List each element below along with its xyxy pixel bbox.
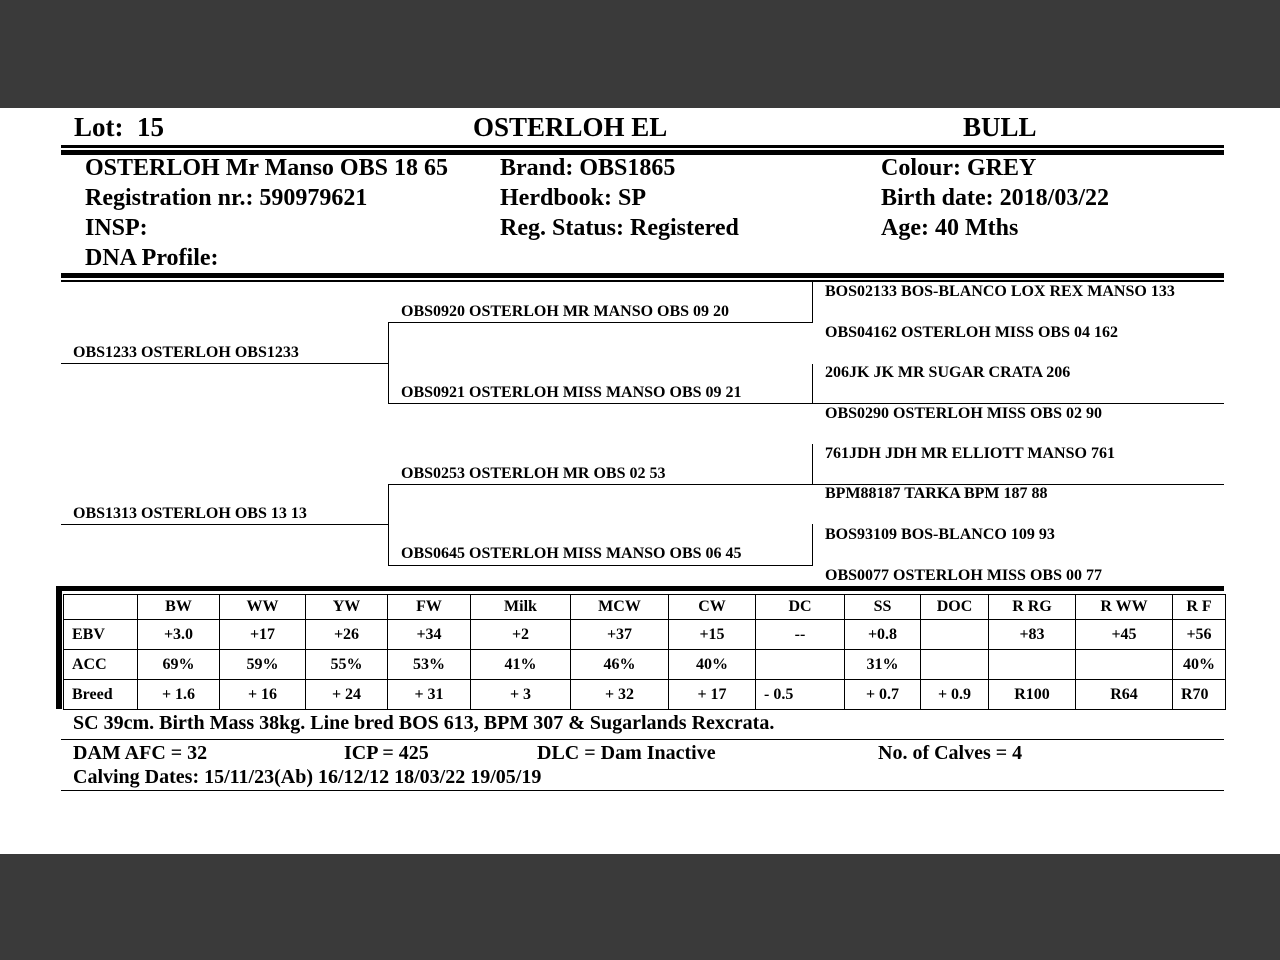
ebv-col-header: DOC — [921, 595, 989, 620]
ebv-cell: +83 — [989, 620, 1076, 650]
pedigree-gg-3: 206JK JK MR SUGAR CRATA 206 — [825, 364, 1071, 381]
notes-rule — [61, 739, 1224, 740]
ebv-row-label: Breed — [64, 680, 138, 710]
ebv-col-header: R WW — [1076, 595, 1173, 620]
lot-number: 15 — [137, 112, 164, 142]
header-rule-thin — [61, 145, 1224, 148]
animal-name: OSTERLOH Mr Manso OBS 18 65 — [85, 155, 448, 181]
ebv-cell: - 0.5 — [756, 680, 845, 710]
ebv-cell: 41% — [471, 650, 571, 680]
ebv-cell: 40% — [669, 650, 756, 680]
ebv-cell: + 3 — [471, 680, 571, 710]
ebv-cell — [756, 650, 845, 680]
bracket-gg3-v — [812, 364, 813, 404]
ebv-cell: R64 — [1076, 680, 1173, 710]
notes-line: SC 39cm. Birth Mass 38kg. Line bred BOS 613, BPM 307 & Sugarlands Rexcrata. — [73, 712, 775, 734]
ebv-cell: +3.0 — [138, 620, 220, 650]
ebv-cell: +56 — [1173, 620, 1226, 650]
birth-date-field: Birth date: 2018/03/22 — [881, 185, 1109, 211]
ebv-cell: 46% — [571, 650, 669, 680]
ebv-cell: +37 — [571, 620, 669, 650]
ebv-cell: +17 — [220, 620, 306, 650]
ebv-cell — [1076, 650, 1173, 680]
ebv-col-header: DC — [756, 595, 845, 620]
animal-type: BULL — [963, 112, 1037, 142]
ebv-cell: R70 — [1173, 680, 1226, 710]
bracket-gg-mid2 — [812, 484, 1224, 485]
lot-card — [0, 108, 1280, 854]
ebv-col-header: SS — [845, 595, 921, 620]
age-field: Age: 40 Mths — [881, 215, 1019, 241]
dam-afc: DAM AFC = 32 — [73, 742, 208, 764]
pedigree-dam-dam: OBS0645 OSTERLOH MISS MANSO OBS 06 45 — [401, 545, 742, 562]
dna-profile-field: DNA Profile: — [85, 245, 219, 271]
bracket-gg-mid1 — [812, 403, 1224, 404]
dam-dlc: DLC = Dam Inactive — [537, 742, 716, 764]
ebv-col-header: CW — [669, 595, 756, 620]
ebv-col-header: R F — [1173, 595, 1226, 620]
ebv-col-header: WW — [220, 595, 306, 620]
ebv-cell: +34 — [388, 620, 471, 650]
table-rule-left — [56, 586, 62, 709]
bracket-dd-h — [388, 565, 812, 566]
bottom-rule — [61, 790, 1224, 791]
ebv-cell — [921, 650, 989, 680]
ebv-col-header: YW — [306, 595, 388, 620]
registration-number: Registration nr.: 590979621 — [85, 185, 368, 211]
ebv-cell: +15 — [669, 620, 756, 650]
ebv-row-breed — [64, 680, 1226, 710]
bracket-sire-v — [388, 322, 389, 404]
ebv-row-ebv — [64, 620, 1226, 650]
ebv-table — [63, 594, 1226, 710]
ebv-cell — [989, 650, 1076, 680]
calving-dates: Calving Dates: 15/11/23(Ab) 16/12/12 18/03/22 19/05/19 — [73, 766, 542, 788]
bracket-sire-h — [61, 363, 389, 364]
ebv-row-label: EBV — [64, 620, 138, 650]
ebv-cell: + 1.6 — [138, 680, 220, 710]
pedigree-gg-6: BPM88187 TARKA BPM 187 88 — [825, 485, 1048, 502]
ebv-cell: +2 — [471, 620, 571, 650]
ebv-cell: +26 — [306, 620, 388, 650]
bracket-ss-h — [388, 322, 812, 323]
dam-calves: No. of Calves = 4 — [878, 742, 1023, 764]
pedigree-gg-8: OBS0077 OSTERLOH MISS OBS 00 77 — [825, 567, 1102, 584]
dam-icp: ICP = 425 — [344, 742, 429, 764]
herdbook-field: Herdbook: SP — [500, 185, 647, 211]
ebv-cell: 69% — [138, 650, 220, 680]
pedigree-sire-sire: OBS0920 OSTERLOH MR MANSO OBS 09 20 — [401, 303, 730, 320]
pedigree-gg-7: BOS93109 BOS-BLANCO 109 93 — [825, 526, 1055, 543]
ebv-cell: 55% — [306, 650, 388, 680]
table-rule-top — [56, 586, 1224, 591]
ebv-cell: + 0.7 — [845, 680, 921, 710]
ebv-row-label: ACC — [64, 650, 138, 680]
brand-field: Brand: OBS1865 — [500, 155, 676, 181]
lot-label-text: Lot: — [74, 112, 124, 142]
ebv-cell: + 0.9 — [921, 680, 989, 710]
ebv-row-acc — [64, 650, 1226, 680]
herd-name: OSTERLOH EL — [473, 112, 668, 142]
ebv-cell: + 32 — [571, 680, 669, 710]
ebv-header-row — [64, 595, 1226, 620]
ebv-cell: -- — [756, 620, 845, 650]
ebv-cell: + 16 — [220, 680, 306, 710]
ebv-cell: + 24 — [306, 680, 388, 710]
ebv-cell: 40% — [1173, 650, 1226, 680]
info-rule-thin — [61, 280, 1224, 282]
insp-field: INSP: — [85, 215, 148, 241]
bracket-gg5-v — [812, 444, 813, 485]
ebv-cell: +45 — [1076, 620, 1173, 650]
bracket-gg1-v — [812, 282, 813, 323]
pedigree-gg-2: OBS04162 OSTERLOH MISS OBS 04 162 — [825, 324, 1118, 341]
pedigree-dam-sire: OBS0253 OSTERLOH MR OBS 02 53 — [401, 465, 666, 482]
ebv-cell: + 17 — [669, 680, 756, 710]
ebv-col-header: FW — [388, 595, 471, 620]
ebv-cell: R100 — [989, 680, 1076, 710]
ebv-cell: 53% — [388, 650, 471, 680]
ebv-col-header: Milk — [471, 595, 571, 620]
ebv-col-header — [64, 595, 138, 620]
bracket-gg7-v — [812, 524, 813, 566]
ebv-col-header: BW — [138, 595, 220, 620]
ebv-cell: 59% — [220, 650, 306, 680]
info-rule-thick — [61, 273, 1224, 278]
reg-status-field: Reg. Status: Registered — [500, 215, 739, 241]
pedigree-sire-dam: OBS0921 OSTERLOH MISS MANSO OBS 09 21 — [401, 384, 742, 401]
ebv-col-header: MCW — [571, 595, 669, 620]
ebv-cell: +0.8 — [845, 620, 921, 650]
ebv-cell — [921, 620, 989, 650]
ebv-cell: + 31 — [388, 680, 471, 710]
pedigree-gg-1: BOS02133 BOS-BLANCO LOX REX MANSO 133 — [825, 283, 1175, 300]
lot-label — [74, 112, 164, 143]
ebv-col-header: R RG — [989, 595, 1076, 620]
bracket-ds-h — [388, 484, 812, 485]
bracket-sd-h — [388, 403, 812, 404]
pedigree-gg-5: 761JDH JDH MR ELLIOTT MANSO 761 — [825, 445, 1115, 462]
bracket-dam-h — [61, 524, 389, 525]
bracket-dam-v — [388, 484, 389, 566]
pedigree-sire: OBS1233 OSTERLOH OBS1233 — [73, 344, 299, 361]
pedigree-gg-4: OBS0290 OSTERLOH MISS OBS 02 90 — [825, 405, 1102, 422]
colour-field: Colour: GREY — [881, 155, 1037, 181]
pedigree-dam: OBS1313 OSTERLOH OBS 13 13 — [73, 505, 307, 522]
ebv-cell: 31% — [845, 650, 921, 680]
